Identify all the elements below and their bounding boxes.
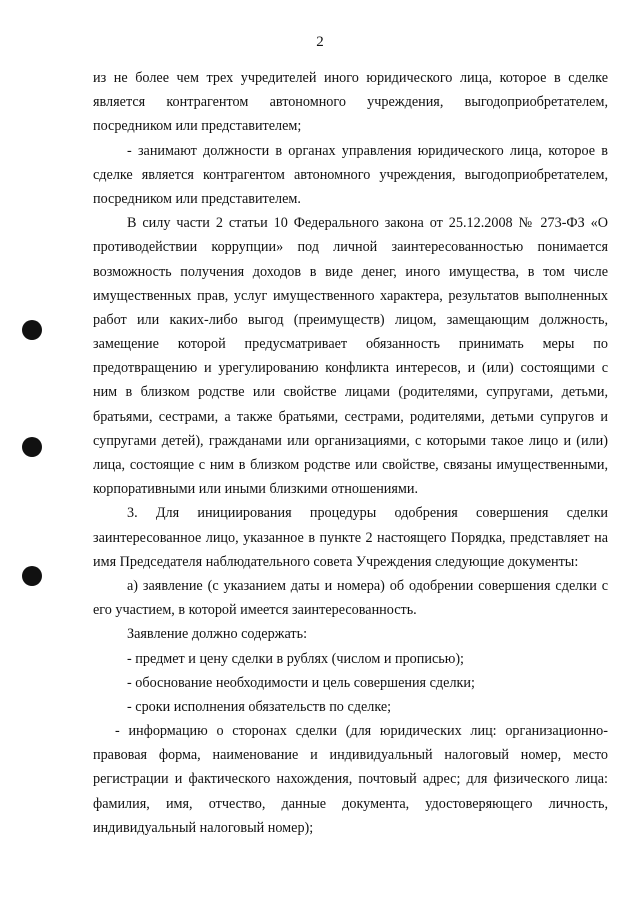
text-line: - сроки исполнения обязательств по сделке; <box>127 698 392 715</box>
text-line: лица, состоящие с ним в близком родстве или свойстве, связаны имущественными, <box>93 457 608 473</box>
text-line: из не более чем трех учредителей иного юридического лица, которое в сделке <box>93 70 608 86</box>
text-line: посредником или представителем; <box>93 118 302 135</box>
text-line: посредником или представителем. <box>93 190 301 207</box>
text-line: фамилия, имя, отчество, данные документа, удостоверяющего личность, <box>93 795 608 812</box>
text-line: В силу части 2 статьи 10 Федерального закона от 25.12.2008 № 273-ФЗ «О <box>127 215 608 232</box>
text-line: индивидуальный налоговый номер); <box>93 819 314 836</box>
text-line: замещение которой предусматривает обязанность принимать меры по <box>93 336 608 353</box>
text-line: имя Председателя наблюдательного совета Учреждения следующие документы: <box>93 553 579 570</box>
text-line: - обоснование необходимости и цель совершения сделки; <box>127 674 475 691</box>
text-line: имущественных прав, услуг имущественного характера, результатов выполненных <box>93 287 608 304</box>
text-line: заинтересованное лицо, указанное в пункте 2 настоящего Порядка, представляет на <box>93 529 608 546</box>
text-line: братьями, сестрами, а также братьями, сестрами, родителями, детьми супругов и <box>93 408 608 425</box>
text-line: - предмет и цену сделки в рублях (числом и прописью); <box>127 650 464 667</box>
text-line: а) заявление (с указанием даты и номера) об одобрении совершения сделки с <box>127 577 608 594</box>
text-line: возможность получения доходов в виде денег, иного имущества, в том числе <box>93 263 608 280</box>
text-line: - информацию о сторонах сделки (для юридических лиц: организационно- <box>115 723 608 740</box>
punch-hole <box>22 437 42 457</box>
page-number: 2 <box>316 34 324 50</box>
text-line: является контрагентом автономного учреждения, выгодоприобретателем, <box>93 94 608 111</box>
punch-hole <box>22 566 42 586</box>
text-line: правовая форма, наименование и индивидуальный налоговый номер, место <box>93 747 608 764</box>
text-line: корпоративными или иными близкими отношениями. <box>93 481 419 498</box>
text-line: регистрации и фактического нахождения, почтовый адрес; для физического лица: <box>93 771 608 788</box>
text-line: Заявление должно содержать: <box>127 626 308 643</box>
text-line: работ или каких-либо выгод (преимуществ) лицом, замещающим должность, <box>93 311 608 328</box>
text-line: - занимают должности в органах управления юридического лица, которое в <box>127 142 608 159</box>
punch-hole <box>22 320 42 340</box>
text-line: его участием, в которой имеется заинтересованность. <box>93 602 417 619</box>
document-body <box>93 66 608 840</box>
text-line: супругами детей), гражданами или организациями, с которыми такое лицо и (или) <box>93 432 608 449</box>
text-line: 3. Для инициирования процедуры одобрения совершения сделки <box>127 505 608 522</box>
text-line: противодействии коррупции» под личной заинтересованностью понимается <box>93 239 608 256</box>
text-line: ним в близком родстве или свойстве лицами (родителями, супругами, детьми, <box>93 384 608 401</box>
text-line: сделке является контрагентом автономного учреждения, выгодоприобретателем, <box>93 166 608 183</box>
text-line: предотвращению и урегулированию конфликта интересов, и (или) состоящими с <box>93 360 608 377</box>
